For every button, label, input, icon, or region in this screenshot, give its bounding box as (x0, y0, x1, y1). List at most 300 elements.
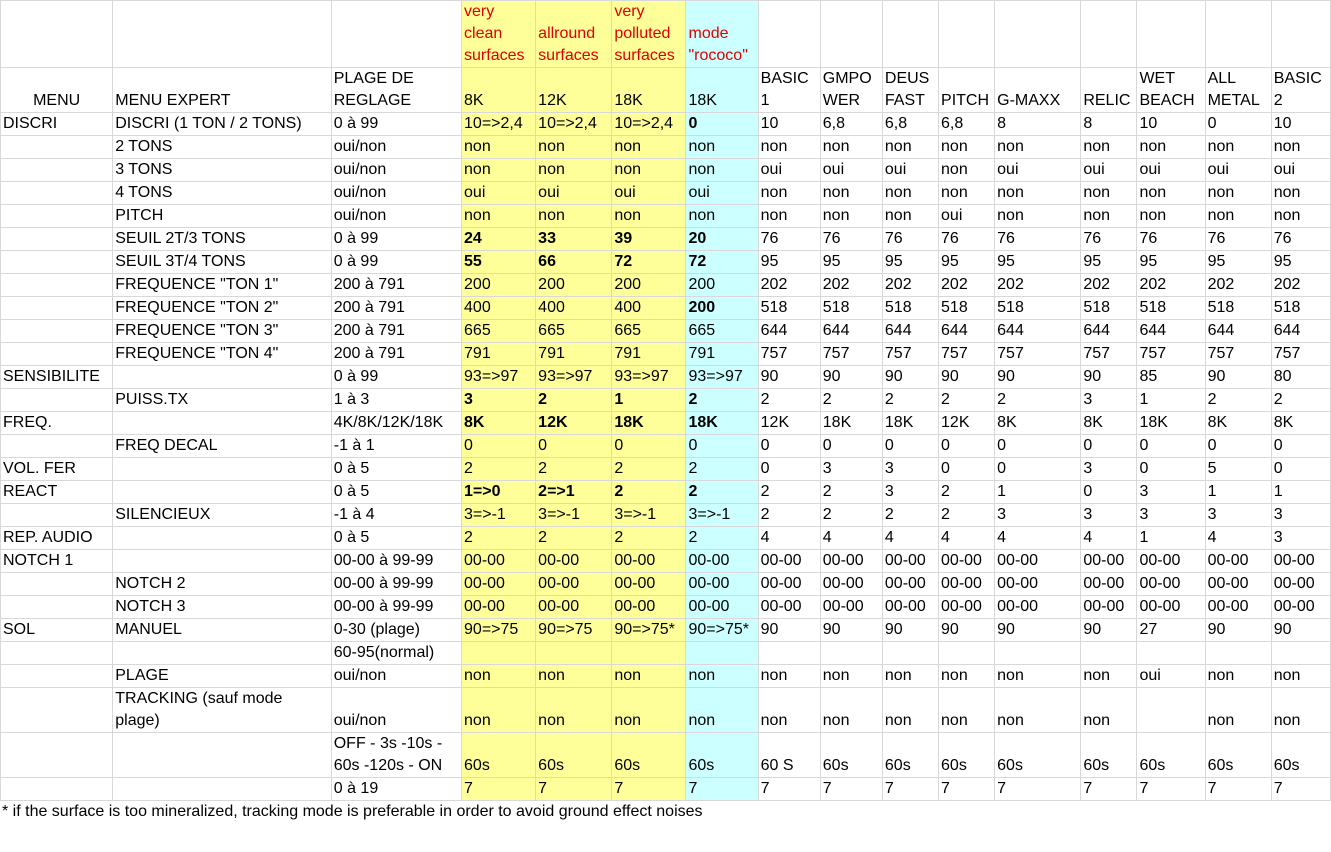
value-cell: 95 (1081, 251, 1137, 274)
value-cell: oui (612, 182, 686, 205)
value-cell: 4 (1081, 527, 1137, 550)
table-row (1, 550, 1331, 573)
menu-cell (1, 205, 113, 228)
value-cell: 200 (612, 274, 686, 297)
value-cell: 00-00 (820, 550, 882, 573)
value-cell: 60s (686, 733, 758, 778)
value-cell: 3 (882, 481, 938, 504)
table-row (1, 228, 1331, 251)
value-cell: non (820, 688, 882, 733)
value-cell: 2 (1205, 389, 1271, 412)
value-cell: 2 (686, 527, 758, 550)
value-cell: 202 (758, 274, 820, 297)
value-cell (820, 642, 882, 665)
value-cell: 0 (1137, 458, 1205, 481)
menu-expert-cell: SEUIL 3T/4 TONS (113, 251, 331, 274)
value-cell: 791 (536, 343, 612, 366)
value-cell: 1 (1137, 389, 1205, 412)
value-cell: non (462, 159, 536, 182)
value-cell: 757 (1205, 343, 1271, 366)
value-cell: 00-00 (462, 596, 536, 619)
value-cell: 76 (1271, 228, 1330, 251)
range-cell: OFF - 3s -10s - 60s -120s - ON (331, 733, 461, 778)
value-cell: 8 (995, 113, 1081, 136)
value-cell: 66 (536, 251, 612, 274)
value-cell (939, 642, 995, 665)
menu-expert-cell: SILENCIEUX (113, 504, 331, 527)
value-cell: 0 (686, 435, 758, 458)
value-cell: non (536, 665, 612, 688)
menu-expert-cell: PLAGE (113, 665, 331, 688)
table-row (1, 665, 1331, 688)
value-cell: 0 (820, 435, 882, 458)
value-cell: 2 (536, 527, 612, 550)
menu-expert-cell: PITCH (113, 205, 331, 228)
menu-expert-cell: FREQUENCE "TON 2" (113, 297, 331, 320)
value-cell: 3=>-1 (686, 504, 758, 527)
value-cell: 518 (1137, 297, 1205, 320)
value-cell: 12K (758, 412, 820, 435)
value-cell: 757 (1271, 343, 1330, 366)
range-cell: 0 à 99 (331, 251, 461, 274)
value-cell: 644 (1137, 320, 1205, 343)
header-col: ALL METAL (1205, 68, 1271, 113)
value-cell: 400 (536, 297, 612, 320)
value-cell: 90 (1081, 366, 1137, 389)
value-cell: non (1081, 665, 1137, 688)
value-cell: 0 (1081, 481, 1137, 504)
header-col: 18K (686, 68, 758, 113)
value-cell: 200 (462, 274, 536, 297)
value-cell: oui (1081, 159, 1137, 182)
menu-cell (1, 251, 113, 274)
value-cell: 2 (758, 481, 820, 504)
menu-expert-cell: NOTCH 2 (113, 573, 331, 596)
value-cell: 3 (820, 458, 882, 481)
value-cell: 7 (758, 778, 820, 801)
value-cell: 400 (462, 297, 536, 320)
menu-cell (1, 343, 113, 366)
value-cell: 518 (939, 297, 995, 320)
value-cell: 24 (462, 228, 536, 251)
value-cell: 2 (820, 481, 882, 504)
value-cell: 665 (612, 320, 686, 343)
range-cell: 200 à 791 (331, 297, 461, 320)
label-allround: allround surfaces (536, 1, 612, 68)
value-cell: 4 (882, 527, 938, 550)
value-cell: 00-00 (462, 550, 536, 573)
value-cell: 76 (882, 228, 938, 251)
table-row (1, 274, 1331, 297)
range-cell: 200 à 791 (331, 343, 461, 366)
value-cell: non (820, 205, 882, 228)
value-cell: non (1081, 688, 1137, 733)
value-cell: 80 (1271, 366, 1330, 389)
value-cell: 0 (758, 435, 820, 458)
table-row (1, 642, 1331, 665)
menu-cell (1, 297, 113, 320)
value-cell: 10 (1137, 113, 1205, 136)
value-cell: 00-00 (1081, 550, 1137, 573)
value-cell: oui (1205, 159, 1271, 182)
value-cell (1205, 642, 1271, 665)
value-cell: 7 (882, 778, 938, 801)
value-cell: 665 (686, 320, 758, 343)
value-cell: 00-00 (1271, 596, 1330, 619)
value-cell: oui (1271, 159, 1330, 182)
value-cell: 518 (995, 297, 1081, 320)
table-row (1, 573, 1331, 596)
table-row (1, 504, 1331, 527)
value-cell: 757 (1137, 343, 1205, 366)
header-col: DEUS FAST (882, 68, 938, 113)
table-row (1, 343, 1331, 366)
value-cell: 644 (820, 320, 882, 343)
menu-expert-cell: PUISS.TX (113, 389, 331, 412)
value-cell: 76 (939, 228, 995, 251)
value-cell: oui (758, 159, 820, 182)
value-cell: 400 (612, 297, 686, 320)
range-cell: 00-00 à 99-99 (331, 596, 461, 619)
value-cell: 791 (462, 343, 536, 366)
value-cell: 00-00 (939, 573, 995, 596)
value-cell: 10=>2,4 (612, 113, 686, 136)
table-row (1, 596, 1331, 619)
menu-expert-cell (113, 642, 331, 665)
value-cell: 00-00 (1271, 573, 1330, 596)
table-row (1, 619, 1331, 642)
menu-cell (1, 435, 113, 458)
footnote-table (0, 801, 1331, 823)
value-cell: 90 (1205, 619, 1271, 642)
value-cell: 7 (686, 778, 758, 801)
value-cell: 2 (686, 458, 758, 481)
menu-expert-cell: FREQUENCE "TON 4" (113, 343, 331, 366)
value-cell: non (758, 688, 820, 733)
value-cell: non (536, 136, 612, 159)
value-cell: 18K (1137, 412, 1205, 435)
value-cell: 10=>2,4 (462, 113, 536, 136)
value-cell: non (612, 136, 686, 159)
value-cell: non (1271, 182, 1330, 205)
value-cell: non (995, 688, 1081, 733)
value-cell: non (536, 205, 612, 228)
value-cell: 95 (939, 251, 995, 274)
value-cell (1081, 642, 1137, 665)
value-cell: 3=>-1 (462, 504, 536, 527)
menu-expert-cell: FREQUENCE "TON 3" (113, 320, 331, 343)
value-cell: 00-00 (758, 596, 820, 619)
value-cell: 60s (882, 733, 938, 778)
value-cell: 95 (820, 251, 882, 274)
value-cell: 90 (939, 366, 995, 389)
menu-cell (1, 228, 113, 251)
value-cell: non (939, 136, 995, 159)
value-cell: 644 (1205, 320, 1271, 343)
value-cell (1137, 688, 1205, 733)
value-cell: 3 (1205, 504, 1271, 527)
value-cell: 3 (1271, 504, 1330, 527)
value-cell: 0 (1137, 435, 1205, 458)
value-cell: non (758, 205, 820, 228)
value-cell: 2 (612, 458, 686, 481)
value-cell (686, 642, 758, 665)
value-cell: 7 (612, 778, 686, 801)
value-cell: 3 (1081, 389, 1137, 412)
range-cell: 0 à 99 (331, 228, 461, 251)
value-cell: 95 (1137, 251, 1205, 274)
value-cell: 0 (939, 435, 995, 458)
value-cell: 2 (536, 458, 612, 481)
value-cell: 90=>75 (462, 619, 536, 642)
range-cell: 0 à 5 (331, 481, 461, 504)
value-cell: 2 (995, 389, 1081, 412)
value-cell: 00-00 (536, 573, 612, 596)
value-cell: 6,8 (882, 113, 938, 136)
value-cell: 1 (995, 481, 1081, 504)
value-cell: 55 (462, 251, 536, 274)
value-cell: 200 (536, 274, 612, 297)
value-cell: oui (1137, 665, 1205, 688)
value-cell: non (1271, 136, 1330, 159)
value-cell: 757 (882, 343, 938, 366)
value-cell: 8 (1081, 113, 1137, 136)
value-cell: 39 (612, 228, 686, 251)
value-cell: 00-00 (612, 573, 686, 596)
header-col: 18K (612, 68, 686, 113)
value-cell: 644 (995, 320, 1081, 343)
value-cell: non (1137, 205, 1205, 228)
value-cell: non (686, 136, 758, 159)
value-cell: 2 (536, 389, 612, 412)
value-cell: non (758, 665, 820, 688)
value-cell: 518 (758, 297, 820, 320)
range-cell: 1 à 3 (331, 389, 461, 412)
table-row (1, 435, 1331, 458)
value-cell: non (612, 688, 686, 733)
value-cell: 90 (1081, 619, 1137, 642)
value-cell: 200 (686, 274, 758, 297)
range-cell: 0 à 5 (331, 458, 461, 481)
range-cell: 00-00 à 99-99 (331, 550, 461, 573)
header-col: GMPO WER (820, 68, 882, 113)
range-cell: 0-30 (plage) (331, 619, 461, 642)
value-cell: 4 (939, 527, 995, 550)
value-cell: 85 (1137, 366, 1205, 389)
value-cell: 2 (686, 481, 758, 504)
header-col: 8K (462, 68, 536, 113)
value-cell: 3=>-1 (612, 504, 686, 527)
table-row (1, 412, 1331, 435)
value-cell: non (1271, 205, 1330, 228)
range-cell: 200 à 791 (331, 320, 461, 343)
menu-expert-cell (113, 550, 331, 573)
value-cell: 0 (1271, 458, 1330, 481)
value-cell: 665 (536, 320, 612, 343)
value-cell: non (686, 205, 758, 228)
value-cell: 60s (939, 733, 995, 778)
value-cell: 90=>75* (612, 619, 686, 642)
value-cell: 2 (612, 527, 686, 550)
top-label-row (1, 1, 1331, 68)
menu-expert-cell: FREQ DECAL (113, 435, 331, 458)
value-cell: 00-00 (820, 573, 882, 596)
value-cell: 202 (1137, 274, 1205, 297)
value-cell: 3 (1137, 504, 1205, 527)
value-cell: non (995, 182, 1081, 205)
label-very-polluted: very polluted surfaces (612, 1, 686, 68)
table-row (1, 778, 1331, 801)
range-cell: 200 à 791 (331, 274, 461, 297)
value-cell (995, 642, 1081, 665)
range-cell: 4K/8K/12K/18K (331, 412, 461, 435)
value-cell: non (1081, 136, 1137, 159)
value-cell: 757 (758, 343, 820, 366)
value-cell: 00-00 (882, 573, 938, 596)
value-cell: 60s (1271, 733, 1330, 778)
value-cell: 76 (820, 228, 882, 251)
range-cell: 60-95(normal) (331, 642, 461, 665)
value-cell: 644 (939, 320, 995, 343)
range-cell: 0 à 19 (331, 778, 461, 801)
value-cell: 3 (1081, 458, 1137, 481)
range-cell: -1 à 4 (331, 504, 461, 527)
range-cell: 00-00 à 99-99 (331, 573, 461, 596)
value-cell: 00-00 (536, 596, 612, 619)
value-cell: 665 (462, 320, 536, 343)
value-cell: 7 (995, 778, 1081, 801)
value-cell: 00-00 (462, 573, 536, 596)
value-cell: 6,8 (939, 113, 995, 136)
value-cell: non (462, 665, 536, 688)
value-cell: 93=>97 (536, 366, 612, 389)
menu-cell: FREQ. (1, 412, 113, 435)
value-cell: 90 (758, 366, 820, 389)
value-cell: 20 (686, 228, 758, 251)
header-col: BASIC 1 (758, 68, 820, 113)
value-cell: 518 (882, 297, 938, 320)
table-row (1, 136, 1331, 159)
menu-cell (1, 778, 113, 801)
value-cell: 0 (1271, 435, 1330, 458)
value-cell: 0 (882, 435, 938, 458)
value-cell: non (1271, 688, 1330, 733)
value-cell: non (758, 182, 820, 205)
menu-expert-cell: TRACKING (sauf mode plage) (113, 688, 331, 733)
value-cell: non (820, 136, 882, 159)
menu-expert-cell: SEUIL 2T/3 TONS (113, 228, 331, 251)
menu-cell: SENSIBILITE (1, 366, 113, 389)
value-cell: 6,8 (820, 113, 882, 136)
value-cell: 60s (1205, 733, 1271, 778)
value-cell: 00-00 (758, 573, 820, 596)
value-cell (462, 642, 536, 665)
value-cell: 0 (1081, 435, 1137, 458)
value-cell: 90 (995, 619, 1081, 642)
value-cell: oui (882, 159, 938, 182)
value-cell: 60s (1137, 733, 1205, 778)
value-cell: non (882, 688, 938, 733)
value-cell: 90=>75* (686, 619, 758, 642)
value-cell: 0 (1205, 435, 1271, 458)
value-cell: 12K (939, 412, 995, 435)
value-cell: 757 (1081, 343, 1137, 366)
menu-cell (1, 504, 113, 527)
value-cell: oui (1137, 159, 1205, 182)
value-cell: 00-00 (939, 596, 995, 619)
value-cell: 18K (686, 412, 758, 435)
value-cell: oui (820, 159, 882, 182)
value-cell: non (1081, 182, 1137, 205)
menu-cell: SOL (1, 619, 113, 642)
range-cell: oui/non (331, 205, 461, 228)
value-cell: non (536, 688, 612, 733)
value-cell: 90 (1205, 366, 1271, 389)
value-cell: 18K (612, 412, 686, 435)
table-row (1, 182, 1331, 205)
value-cell: non (995, 665, 1081, 688)
menu-cell (1, 642, 113, 665)
value-cell: 2 (686, 389, 758, 412)
value-cell: 60 S (758, 733, 820, 778)
header-menu: MENU (1, 68, 113, 113)
value-cell: 1=>0 (462, 481, 536, 504)
value-cell: 00-00 (1137, 550, 1205, 573)
value-cell: 518 (1271, 297, 1330, 320)
value-cell: 18K (882, 412, 938, 435)
value-cell: 757 (820, 343, 882, 366)
value-cell: non (462, 136, 536, 159)
table-row (1, 159, 1331, 182)
value-cell: 00-00 (820, 596, 882, 619)
menu-cell (1, 596, 113, 619)
menu-cell (1, 573, 113, 596)
value-cell: 60s (995, 733, 1081, 778)
value-cell: 202 (939, 274, 995, 297)
value-cell: 757 (939, 343, 995, 366)
menu-expert-cell: 2 TONS (113, 136, 331, 159)
value-cell: 7 (939, 778, 995, 801)
value-cell: 7 (820, 778, 882, 801)
value-cell: 90 (882, 619, 938, 642)
value-cell: non (820, 182, 882, 205)
value-cell: 90 (820, 619, 882, 642)
value-cell: 4 (820, 527, 882, 550)
menu-cell (1, 665, 113, 688)
value-cell: 00-00 (1081, 573, 1137, 596)
value-cell: 76 (1205, 228, 1271, 251)
value-cell: 3=>-1 (536, 504, 612, 527)
value-cell: 00-00 (686, 550, 758, 573)
value-cell: 4 (1205, 527, 1271, 550)
value-cell: 00-00 (1205, 550, 1271, 573)
menu-cell (1, 320, 113, 343)
value-cell: 791 (686, 343, 758, 366)
value-cell (758, 642, 820, 665)
value-cell: 1 (612, 389, 686, 412)
value-cell: non (686, 688, 758, 733)
range-cell: 0 à 99 (331, 366, 461, 389)
value-cell: non (536, 159, 612, 182)
header-col: WET BEACH (1137, 68, 1205, 113)
value-cell: 90 (758, 619, 820, 642)
value-cell: 202 (882, 274, 938, 297)
value-cell: 60s (462, 733, 536, 778)
menu-expert-cell: NOTCH 3 (113, 596, 331, 619)
range-cell: oui/non (331, 159, 461, 182)
value-cell: 518 (820, 297, 882, 320)
value-cell: non (1205, 205, 1271, 228)
